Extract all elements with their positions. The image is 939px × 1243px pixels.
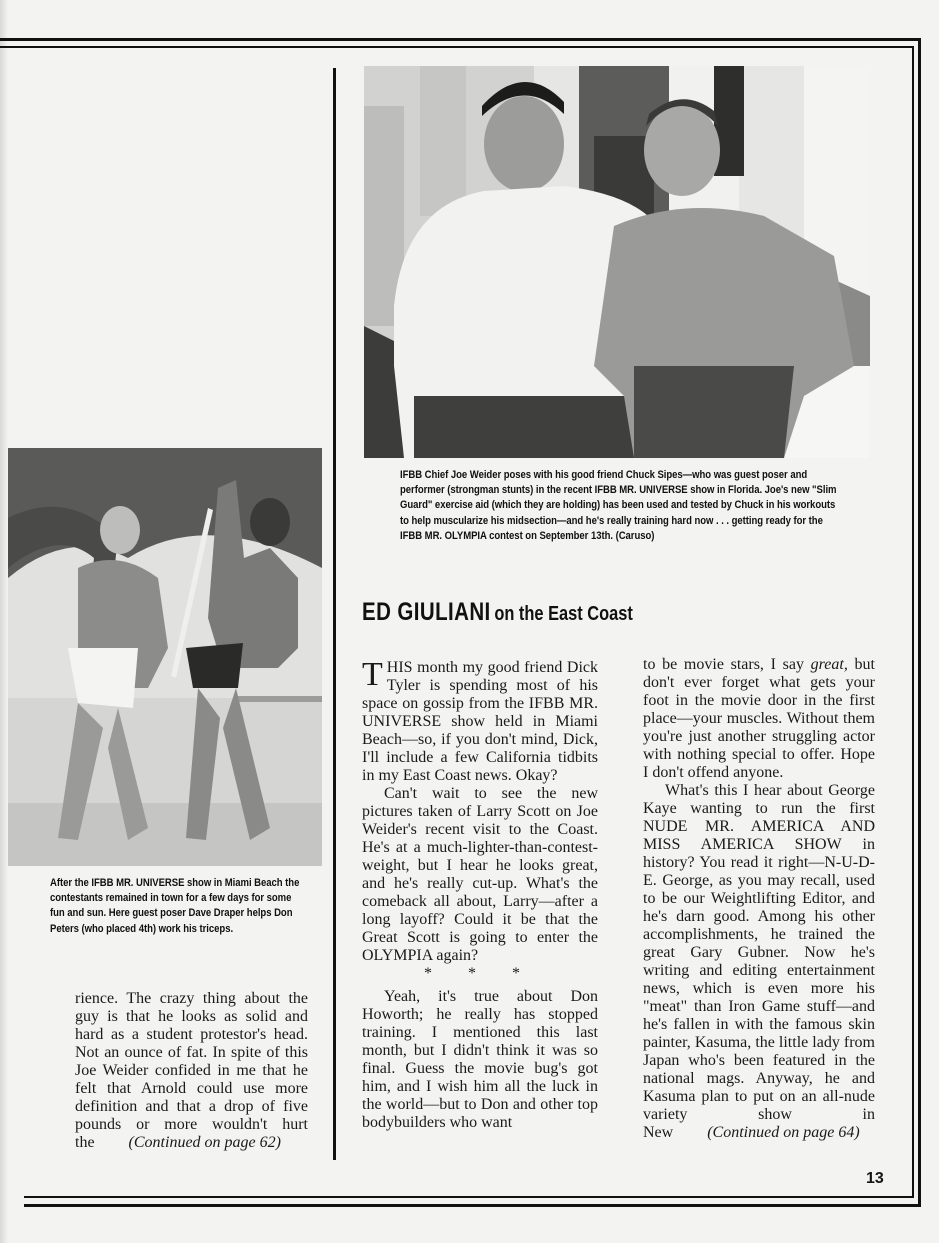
left-column-text bbox=[75, 990, 308, 1152]
photo-caption-left: After the IFBB MR. UNIVERSE show in Miami Beach the contestants remained in town for a few days for some fun and sun. Here guest poser Dave Draper helps Don Peters (who placed 4th) work his triceps. bbox=[50, 877, 300, 935]
article-headline bbox=[362, 598, 633, 627]
top-border-rule bbox=[0, 38, 918, 41]
continued-page-64-link[interactable]: (Continued on page 64) bbox=[707, 1124, 860, 1141]
article-paragraph-1: HIS month my good friend Dick Tyler is spending most of his space on gossip from the IFBB MR. UNIVERSE show held in Miami Beach—so, if you don't mind, Dick, I'll include a few California tidbits in my East Coast news. Okay? bbox=[362, 659, 598, 784]
article-paragraph-3: Yeah, it's true about Don Howorth; he really has stopped training. I mentioned this last month, but I didn't think it was so final. Guess the movie bug's got him, and I wish him all the luck in the world—but to Don and other top bodybuilders who want bbox=[362, 988, 598, 1131]
bottom-border-rule-inner bbox=[24, 1196, 914, 1198]
headline-subtitle: on the East Coast bbox=[494, 603, 633, 625]
article-last-word: New bbox=[643, 1124, 674, 1141]
photo-caption-top: IFBB Chief Joe Weider poses with his good friend Chuck Sipes—who was guest poser and performer (strongman stunts) in the recent IFBB MR. UNIVERSE show in Florida. Joe's new "Slim Guard" exercise aid (which they are holding) has been used and tested by Chuck in his workouts to help muscularize his midsection—and he's really training hard now . . . getting ready for the IFBB MR. OLYMPIA contest on September 13th. (Caruso) bbox=[400, 469, 837, 542]
continued-page-62-link[interactable]: (Continued on page 62) bbox=[128, 1134, 281, 1151]
article-paragraph-5: What's this I hear about George Kaye wanting to run the first NUDE MR. AMERICA AND MISS AMERICA SHOW in history? You read it right—N-U-D-E. George, as you may recall, used to be our Weightlifting Editor, and he's darn good. Among his other accomplishments, he trained the great Gary Gubner. Now he's writing and editing entertainment news, which is even more his "meat" than Iron Game stuff—and he's fallen in with the famous skin painter, Kasuma, the little lady from Japan who's been featured in the national mags. Anyway, he and Kasuma plan to put on an all-nude variety show in bbox=[643, 782, 875, 1123]
page-spine-shadow bbox=[0, 0, 8, 1243]
headline-author: ED GIULIANI bbox=[362, 598, 491, 626]
left-column-body: rience. The crazy thing about the guy is that he looks as solid and hard as a student protestor's head. Not an ounce of fat. In spite of this Joe Weider confided in me that he felt that Arnold could use more definition and that a drop of five pounds or more wouldn't hurt bbox=[75, 990, 308, 1133]
left-column-last-word: the bbox=[75, 1134, 95, 1151]
drop-cap: T bbox=[362, 656, 383, 693]
article-paragraph-4: to be movie stars, I say great, but don't ever forget what gets your foot in the movie door in the first place—your muscles. Without them you're just another struggling actor with nothing special to offer. Hope I don't offend anyone. bbox=[643, 656, 875, 781]
emphasis-great: great, bbox=[810, 656, 848, 673]
right-border-rule bbox=[918, 38, 921, 1206]
right-border-rule-inner bbox=[912, 46, 914, 1196]
article-column-1 bbox=[362, 656, 598, 1132]
top-border-rule-inner bbox=[0, 46, 912, 48]
photo-draper-and-peters bbox=[8, 448, 322, 866]
section-separator: * * * bbox=[424, 965, 536, 982]
photo-weider-and-sipes bbox=[364, 66, 870, 458]
column-divider-rule bbox=[333, 68, 336, 1160]
article-column-2 bbox=[643, 656, 875, 1142]
bottom-border-rule bbox=[24, 1204, 921, 1207]
page-number: 13 bbox=[866, 1170, 884, 1187]
article-paragraph-2: Can't wait to see the new pictures taken of Larry Scott on Joe Weider's recent visit to the Coast. He's at a much-lighter-than-contest-weight, but I hear he looks great, and he's really cut-up. What's the comeback all about, Larry—after a long layoff? Could it be that the Great Scott is going to enter the OLYMPIA again? bbox=[362, 785, 598, 964]
